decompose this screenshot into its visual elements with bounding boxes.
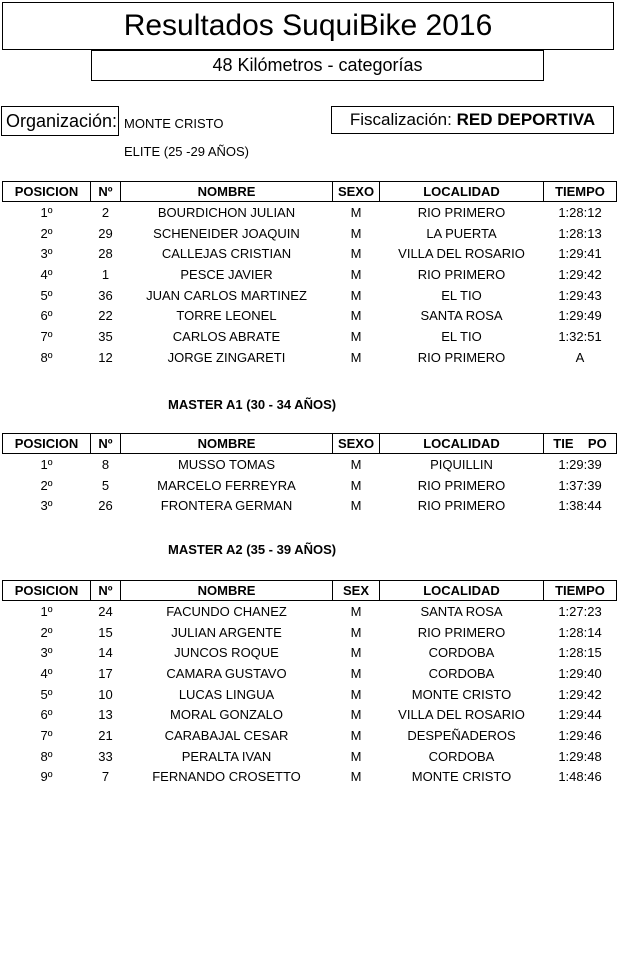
cell-tiempo: 1:28:12 [558,204,602,220]
cell-numero: 7 [101,769,110,785]
cell-nombre: PESCE JAVIER [180,266,273,282]
cell-localidad: SANTA ROSA [420,603,503,619]
column-header-posicion: POSICION [3,581,91,601]
cell-localidad: SANTA ROSA [420,308,503,324]
cell-posicion: 3º [40,498,53,514]
cell-localidad: LA PUERTA [426,225,497,241]
cell-sexo: M [350,246,362,262]
cell-tiempo: 1:29:40 [558,665,602,681]
table-header-row [3,182,617,202]
column-header-nombre: NOMBRE [121,182,333,202]
cell-sexo: M [350,748,362,764]
cell-tiempo: 1:27:23 [558,603,602,619]
column-header-posicion: POSICION [3,434,91,454]
cell-numero: 24 [98,603,113,619]
table-row [3,495,617,516]
cell-localidad: RIO PRIMERO [417,498,506,514]
organizacion-value: MONTE CRISTO [124,116,224,131]
organizacion-label: Organización: [1,106,119,136]
cell-nombre: FERNANDO CROSETTO [152,769,301,785]
column-header-localidad: LOCALIDAD [380,182,544,202]
cell-numero: 33 [98,748,113,764]
table-row [3,684,617,705]
cell-posicion: 6º [40,707,53,723]
cell-nombre: FRONTERA GERMAN [160,498,293,514]
cell-sexo: M [350,225,362,241]
cell-localidad: CORDOBA [428,748,495,764]
cell-numero: 17 [98,665,113,681]
cell-posicion: 5º [40,287,53,303]
cell-sexo: M [350,707,362,723]
cell-localidad: CORDOBA [428,665,495,681]
category-name: MASTER A2 [168,542,243,557]
table-row [3,202,617,223]
category-range: (30 - 34 AÑOS) [246,397,337,412]
column-header-localidad: LOCALIDAD [380,581,544,601]
cell-posicion: 2º [40,624,53,640]
cell-tiempo: A [575,349,585,365]
column-header-numero: Nº [91,182,121,202]
category-label-elite [124,144,249,159]
table-row [3,663,617,684]
cell-posicion: 1º [40,603,53,619]
table-header-row [3,581,617,601]
cell-sexo: M [350,665,362,681]
category-name: ELITE [124,144,161,159]
cell-sexo: M [350,686,362,702]
cell-nombre: SCHENEIDER JOAQUIN [153,225,300,241]
cell-tiempo: 1:28:15 [558,645,602,661]
table-row [3,642,617,663]
cell-nombre: JULIAN ARGENTE [171,624,282,640]
table-row [3,347,617,368]
cell-numero: 21 [98,727,113,743]
cell-numero: 12 [98,349,113,365]
cell-sexo: M [350,308,362,324]
cell-numero: 26 [98,498,113,514]
cell-posicion: 2º [40,477,53,493]
cell-nombre: CARLOS ABRATE [172,328,281,344]
cell-nombre: BOURDICHON JULIAN [157,204,296,220]
cell-sexo: M [350,204,362,220]
cell-localidad: PIQUILLIN [430,456,493,472]
cell-posicion: 4º [40,665,53,681]
column-header-numero: Nº [91,581,121,601]
table-row [3,746,617,767]
cell-numero: 10 [98,686,113,702]
table-row [3,767,617,788]
column-header-localidad: LOCALIDAD [380,434,544,454]
cell-localidad: RIO PRIMERO [417,266,506,282]
cell-numero: 35 [98,328,113,344]
cell-sexo: M [350,266,362,282]
cell-numero: 2 [101,204,110,220]
cell-tiempo: 1:32:51 [558,328,602,344]
column-header-nombre: NOMBRE [121,434,333,454]
cell-tiempo: 1:29:46 [558,727,602,743]
category-range: (25 -29 AÑOS) [163,144,250,159]
table-row [3,725,617,746]
category-name: MASTER A1 [168,397,243,412]
cell-tiempo: 1:28:14 [558,624,602,640]
column-header-sexo: SEXO [333,182,380,202]
cell-localidad: RIO PRIMERO [417,624,506,640]
cell-tiempo: 1:37:39 [558,477,602,493]
cell-tiempo: 1:29:49 [558,308,602,324]
cell-sexo: M [350,328,362,344]
cell-tiempo: 1:29:48 [558,748,602,764]
cell-nombre: FACUNDO CHANEZ [166,603,287,619]
column-header-nombre: NOMBRE [121,581,333,601]
cell-tiempo: 1:48:46 [558,769,602,785]
cell-nombre: JUNCOS ROQUE [174,645,279,661]
cell-sexo: M [350,645,362,661]
cell-localidad: EL TIO [441,287,482,303]
cell-sexo: M [350,769,362,785]
cell-tiempo: 1:28:13 [558,225,602,241]
cell-numero: 22 [98,308,113,324]
cell-sexo: M [350,456,362,472]
cell-numero: 5 [101,477,110,493]
table-row [3,704,617,725]
column-header-tiempo: TIE PO [544,434,617,454]
cell-localidad: MONTE CRISTO [411,769,512,785]
cell-numero: 1 [101,266,110,282]
cell-nombre: CALLEJAS CRISTIAN [161,246,292,262]
cell-localidad: EL TIO [441,328,482,344]
table-row [3,601,617,622]
cell-localidad: RIO PRIMERO [417,477,506,493]
table-row [3,475,617,496]
cell-tiempo: 1:29:39 [558,456,602,472]
cell-numero: 14 [98,645,113,661]
cell-nombre: PERALTA IVAN [181,748,272,764]
cell-localidad: DESPEÑADEROS [407,727,516,743]
cell-posicion: 8º [40,349,53,365]
cell-localidad: RIO PRIMERO [417,204,506,220]
cell-posicion: 3º [40,246,53,262]
column-header-posicion: POSICION [3,182,91,202]
cell-nombre: LUCAS LINGUA [178,686,275,702]
cell-numero: 13 [98,707,113,723]
column-header-sexo: SEX [333,581,380,601]
cell-sexo: M [350,287,362,303]
column-header-numero: Nº [91,434,121,454]
table-row [3,264,617,285]
cell-nombre: MARCELO FERREYRA [157,477,296,493]
table-row [3,285,617,306]
cell-posicion: 7º [40,328,53,344]
cell-tiempo: 1:29:43 [558,287,602,303]
category-label-master-a2 [168,542,336,557]
cell-tiempo: 1:29:42 [558,266,602,282]
cell-nombre: CARABAJAL CESAR [164,727,289,743]
cell-nombre: JORGE ZINGARETI [167,349,286,365]
cell-nombre: CAMARA GUSTAVO [166,665,287,681]
category-label-master-a1 [168,397,336,412]
cell-posicion: 6º [40,308,53,324]
cell-localidad: VILLA DEL ROSARIO [398,246,525,262]
cell-numero: 28 [98,246,113,262]
cell-tiempo: 1:38:44 [558,498,602,514]
cell-posicion: 1º [40,456,53,472]
cell-posicion: 5º [40,686,53,702]
cell-sexo: M [350,498,362,514]
cell-localidad: RIO PRIMERO [417,349,506,365]
fiscalizacion-value: RED DEPORTIVA [456,110,596,129]
column-header-sexo: SEXO [333,434,380,454]
cell-tiempo: 1:29:42 [558,686,602,702]
cell-numero: 36 [98,287,113,303]
page-subtitle: 48 Kilómetros - categorías [91,50,544,81]
page-title: Resultados SuquiBike 2016 [2,2,614,50]
table-row [3,305,617,326]
cell-tiempo: 1:29:41 [558,246,602,262]
cell-localidad: CORDOBA [428,645,495,661]
cell-posicion: 8º [40,748,53,764]
cell-nombre: MORAL GONZALO [170,707,283,723]
results-table-elite [2,181,617,368]
category-range: (35 - 39 AÑOS) [246,542,337,557]
cell-numero: 29 [98,225,113,241]
cell-sexo: M [350,349,362,365]
cell-sexo: M [350,477,362,493]
table-row [3,454,617,475]
table-row [3,223,617,244]
column-header-tiempo: TIEMPO [544,581,617,601]
cell-numero: 15 [98,624,113,640]
column-header-tiempo: TIEMPO [544,182,617,202]
results-table-master-a1 [2,433,617,516]
results-table-master-a2 [2,580,617,787]
cell-sexo: M [350,727,362,743]
cell-posicion: 3º [40,645,53,661]
table-row [3,622,617,643]
cell-tiempo: 1:29:44 [558,707,602,723]
cell-localidad: VILLA DEL ROSARIO [398,707,525,723]
cell-nombre: JUAN CARLOS MARTINEZ [146,287,307,303]
cell-posicion: 4º [40,266,53,282]
cell-numero: 8 [101,456,110,472]
cell-posicion: 1º [40,204,53,220]
fiscalizacion-label: Fiscalización: [349,110,452,129]
cell-localidad: MONTE CRISTO [411,686,512,702]
cell-nombre: TORRE LEONEL [176,308,277,324]
cell-posicion: 2º [40,225,53,241]
cell-posicion: 9º [40,769,53,785]
cell-nombre: MUSSO TOMAS [177,456,276,472]
fiscalizacion-box [331,106,614,134]
cell-posicion: 7º [40,727,53,743]
table-header-row [3,434,617,454]
cell-sexo: M [350,603,362,619]
table-row [3,243,617,264]
table-row [3,326,617,347]
cell-sexo: M [350,624,362,640]
